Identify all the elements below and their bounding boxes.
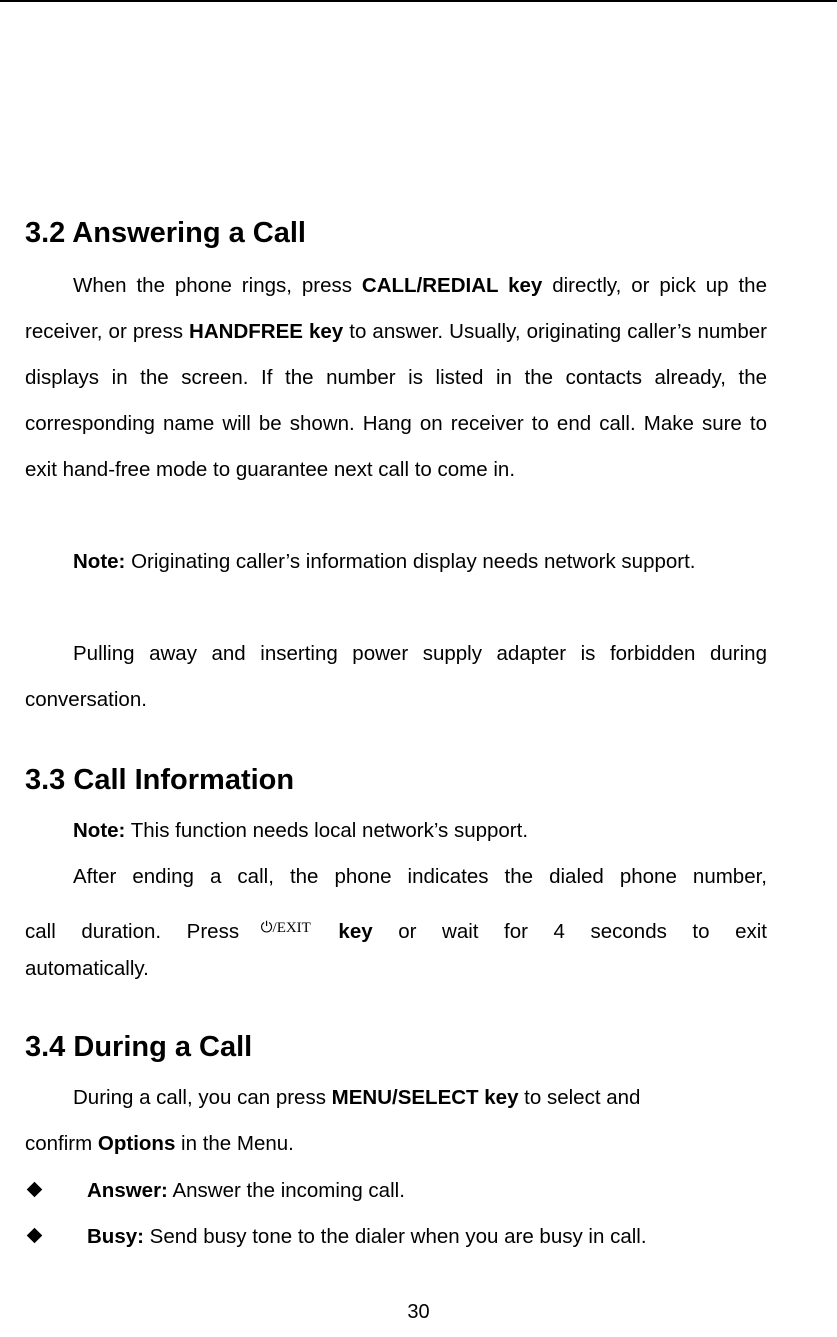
paragraph-answering [25, 263, 767, 493]
section-heading-3-4: 3.4 During a Call [25, 1031, 253, 1063]
text: During a call, you can press [73, 1086, 332, 1109]
paragraph-call-info-line3: automatically. [25, 957, 149, 980]
text: to answer. Usually, originating caller’s number displays in the screen. If the number is listed in the contacts already, the corresponding name will be shown. Hang on receiver to end call. Make sure to exit hand-free mode to guarantee next call to come in. [25, 320, 768, 481]
note-label: Note: [73, 819, 126, 842]
list-item [25, 1168, 767, 1214]
list-item-text [87, 1214, 647, 1260]
text: or wait for 4 seconds to exit [372, 920, 767, 943]
top-rule [0, 0, 837, 2]
bullet-label: Answer: [87, 1179, 168, 1202]
note-text: This function needs local network’s support. [125, 819, 529, 842]
note-network-support [25, 539, 767, 585]
power-exit-icon: ⏻/EXIT [260, 920, 311, 936]
note-local-network [25, 808, 767, 854]
section-heading-3-2: 3.2 Answering a Call [25, 217, 306, 249]
paragraph-during-call-line1 [25, 1075, 767, 1121]
note-text: Originating caller’s information display needs network support. [125, 550, 696, 573]
list-item-text [87, 1168, 405, 1214]
note-label: Note: [73, 550, 126, 573]
page-number: 30 [407, 1301, 430, 1323]
diamond-bullet-icon [27, 1228, 43, 1244]
text: to select and [518, 1086, 641, 1109]
section-heading-3-3: 3.3 Call Information [25, 764, 295, 796]
menu-select-key-label: MENU/SELECT key [331, 1086, 519, 1109]
bullet-label: Busy: [87, 1225, 144, 1248]
text: call duration. Press [25, 920, 265, 943]
paragraph-during-call-line2 [25, 1121, 767, 1167]
handfree-key-label: HANDFREE key [189, 320, 344, 343]
key-label: key [338, 920, 373, 943]
text: When the phone rings, press [73, 274, 362, 297]
bullet-text: Send busy tone to the dialer when you are busy in call. [143, 1225, 647, 1248]
text: in the Menu. [175, 1132, 294, 1155]
bullet-text: Answer the incoming call. [167, 1179, 405, 1202]
text: directly, or pick up the receiver, or press [25, 274, 767, 343]
paragraph-call-info-line1: After ending a call, the phone indicates the dialed phone number, [73, 865, 767, 888]
text: confirm [25, 1132, 98, 1155]
call-redial-key-label: CALL/REDIAL key [361, 274, 543, 297]
list-item [25, 1214, 767, 1260]
paragraph-power-adapter: Pulling away and inserting power supply adapter is forbidden during conversation. [25, 642, 767, 711]
diamond-bullet-icon [27, 1182, 43, 1198]
options-label: Options [97, 1132, 176, 1155]
